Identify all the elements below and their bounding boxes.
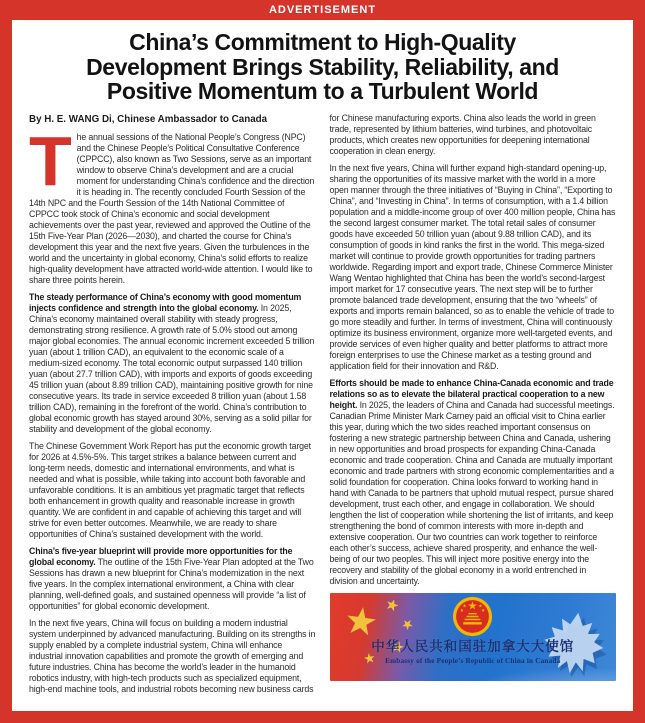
- left-column: [29, 113, 316, 701]
- advertisement-band: [0, 0, 645, 20]
- article-title-line: Positive Momentum to a Turbulent World: [106, 78, 539, 105]
- paragraph-lead-bold: Efforts should be made to enhance China-Canada economic and trade relations so as to elevate the bilateral practical cooperation to a new height.: [329, 377, 614, 410]
- drop-cap: T: [29, 121, 72, 200]
- advertisement-label: ADVERTISEMENT: [268, 4, 377, 16]
- article-paragraph: The annual sessions of the National People’s Congress (NPC) and the Chinese People’s Political Consultative Conference (CPPCC), also known as Two Sessions, serve as an important window to observe China’s development and are a crucial moment for understanding China’s confidence and the direction it is heading in. The recently concluded Fourth Session of the 14th NPC and the Fourth Session of the 14th National Committee of CPPCC took stock of China’s economic and social development achievements over the past year, reviewed and approved the Outline of the 15th Five-Year Plan (2026—2030), and charted the course for China’s development this year and the next five years. Given the turbulences in the world and the uncertainty in global economy, China’s solid efforts to realize high-quality development have attracted world-wide attention. I would like to share three points herein.: [29, 121, 315, 285]
- embassy-name-chinese: 中华人民共和国驻加拿大大使馆: [371, 638, 575, 655]
- embassy-banner-content: [330, 593, 617, 681]
- paragraph-lead-bold: China’s five-year blueprint will provide more opportunities for the global economy.: [29, 545, 293, 567]
- paragraph-lead-bold: The steady performance of China’s economy with good momentum injects confidence and strength into the global economy.: [29, 291, 302, 313]
- article-paragraph: The steady performance of China’s economy with good momentum injects confidence and strength into the global economy. In 2025, China’s economy maintained overall stability with steady progress, demonstrating strong resilience. A growth rate of 5.0% stood out among major global economies. The annual economic increment exceeded 5 trillion yuan (about 1 trillion CAD), an equivalent to the economic scale of a medium-sized economy. The total economic output surpassed 140 trillion yuan (about 27.7 trillion CAD), with imports and exports of goods exceeding 45 trillion yuan (about 8.89 trillion CAD), maintaining positive growth for nine consecutive years. Its trade in service exceeded 8 trillion yuan (about 1.58 trillion CAD), remaining in the forefront of the world. China’s contribution to global economic growth has stayed around 30%, serving as a solid pillar for stability and development of the global economy.: [29, 291, 315, 434]
- embassy-banner: [330, 593, 617, 681]
- article-paragraph: Efforts should be made to enhance China-Canada economic and trade relations so as to elevate the bilateral practical cooperation to a new height. In 2025, the leaders of China and Canada had successful meetings. Canadian Prime Minister Mark Carney paid an official visit to China earlier this year, during which the two sides reached important consensus on fostering a new strategic partnership between China and Canada, ushering in new opportunities and broad prospects for expanding China-Canada economic and trade cooperation. China and Canada are mutually important economic and trade partners with strong economic complementarities and a solid foundation for cooperation. China looks forward to working hand in hand with Canada to be partners that uphold mutual respect, pursue shared development, trust each other, and engage in collaboration. We should lengthen the list of cooperation while shortening the list of irritants, and keep strengthening the bond of common interests with more in-depth and extensive cooperation. Our two countries can work together to reinforce each other’s success, achieve shared prosperity, and enhance the well-being of our two peoples. This will inject more positive energy into the recovery and stability of the global economy in a world entrenched in division and uncertainty.: [329, 377, 615, 586]
- right-column-paragraphs: [330, 113, 617, 587]
- article-byline: By H. E. WANG Di, Chinese Ambassador to Canada: [29, 113, 268, 125]
- article-paragraph: for Chinese manufacturing exports. China also leads the world in green trade, represented by lithium batteries, wind turbines, and photovoltaic products, which creates new opportunities for deepening international cooperation in clean energy.: [329, 112, 596, 156]
- article-columns: [29, 113, 616, 701]
- article-title: [29, 30, 616, 104]
- article-title-line: Development Brings Stability, Reliability, and: [86, 53, 559, 80]
- article-paragraph: China’s five-year blueprint will provide more opportunities for the global economy. The outline of the 15th Five-Year Plan adopted at the Two Sessions has drawn a new blueprint for China’s modernization in the next five years. In the complex international environment, a China with clear planning, well-defined goals, and sustained openness will provide “a list of opportunities” for global economic development.: [29, 545, 314, 611]
- embassy-name-english: Embassy of the People’s Republic of China in Canada: [385, 656, 561, 665]
- article: [12, 20, 633, 711]
- left-column-paragraphs: [29, 121, 316, 695]
- article-paragraph: In the next five years, China will focus on building a modern industrial system underpinned by advanced manufacturing. Building on its strengths in supply enabled by a complete industrial system, China will enhance industrial innovation capabilities and promote the growth of emerging and future industries. China has become the world’s leader in the humanoid robotics industry, with high-tech products such as specialized equipment, high-end machine tools, and industrial robots becoming new business cards: [29, 617, 316, 694]
- article-paragraph: The Chinese Government Work Report has put the economic growth target for 2026 at 4.5%-5%. This target strikes a balance between current and long-term needs, domestic and international environments, and what is needed and what is possible, while taking into account both favorable and unfavorable conditions. It is an ambitious yet pragmatic target that reflects both enhancement in growth quality and reasonable increase in growth quantity. We are confident in and capable of achieving this target and will strive for even better outcomes. Meanwhile, we are ready to share opportunities of China’s sustained development with the world.: [29, 440, 311, 539]
- china-national-emblem-icon: [452, 596, 493, 637]
- article-title-line: China’s Commitment to High-Quality: [129, 29, 516, 55]
- right-column: [330, 113, 617, 681]
- article-paragraph: In the next five years, China will further expand high-standard opening-up, sharing the opportunities of its massive market with the world in a more open manner through the three initiatives of “Buying in China”, “Exporting to China”, and “Investing in China”. In terms of consumption, with a 1.4 billion population and a middle-income group of over 400 million people, China has the second largest consumer market. The total retail sales of consumer goods have exceeded 50 trillion yuan (about 9.88 trillion CAD), and its consumption of goods in kind ranks the first in the world. This mega-sized market will continue to provide growth opportunities for trading partners worldwide. Regarding import and export trade, Chinese Commerce Minister Wang Wentao highlighted that China has been the world’s second-largest import market for 17 consecutive years. The next step will be to further promote balanced trade development, ensuring that the two “wheels” of exports and imports remain balanced, so as to enable the vehicle of trade to go more steadily and further. In terms of investment, China will continuously optimize its business environment, organize more well-targeted events, and provide services of even higher quality and better platforms to attract more foreign enterprises to use the Chinese market as a testing ground and application field for their innovation and R&D.: [329, 162, 616, 371]
